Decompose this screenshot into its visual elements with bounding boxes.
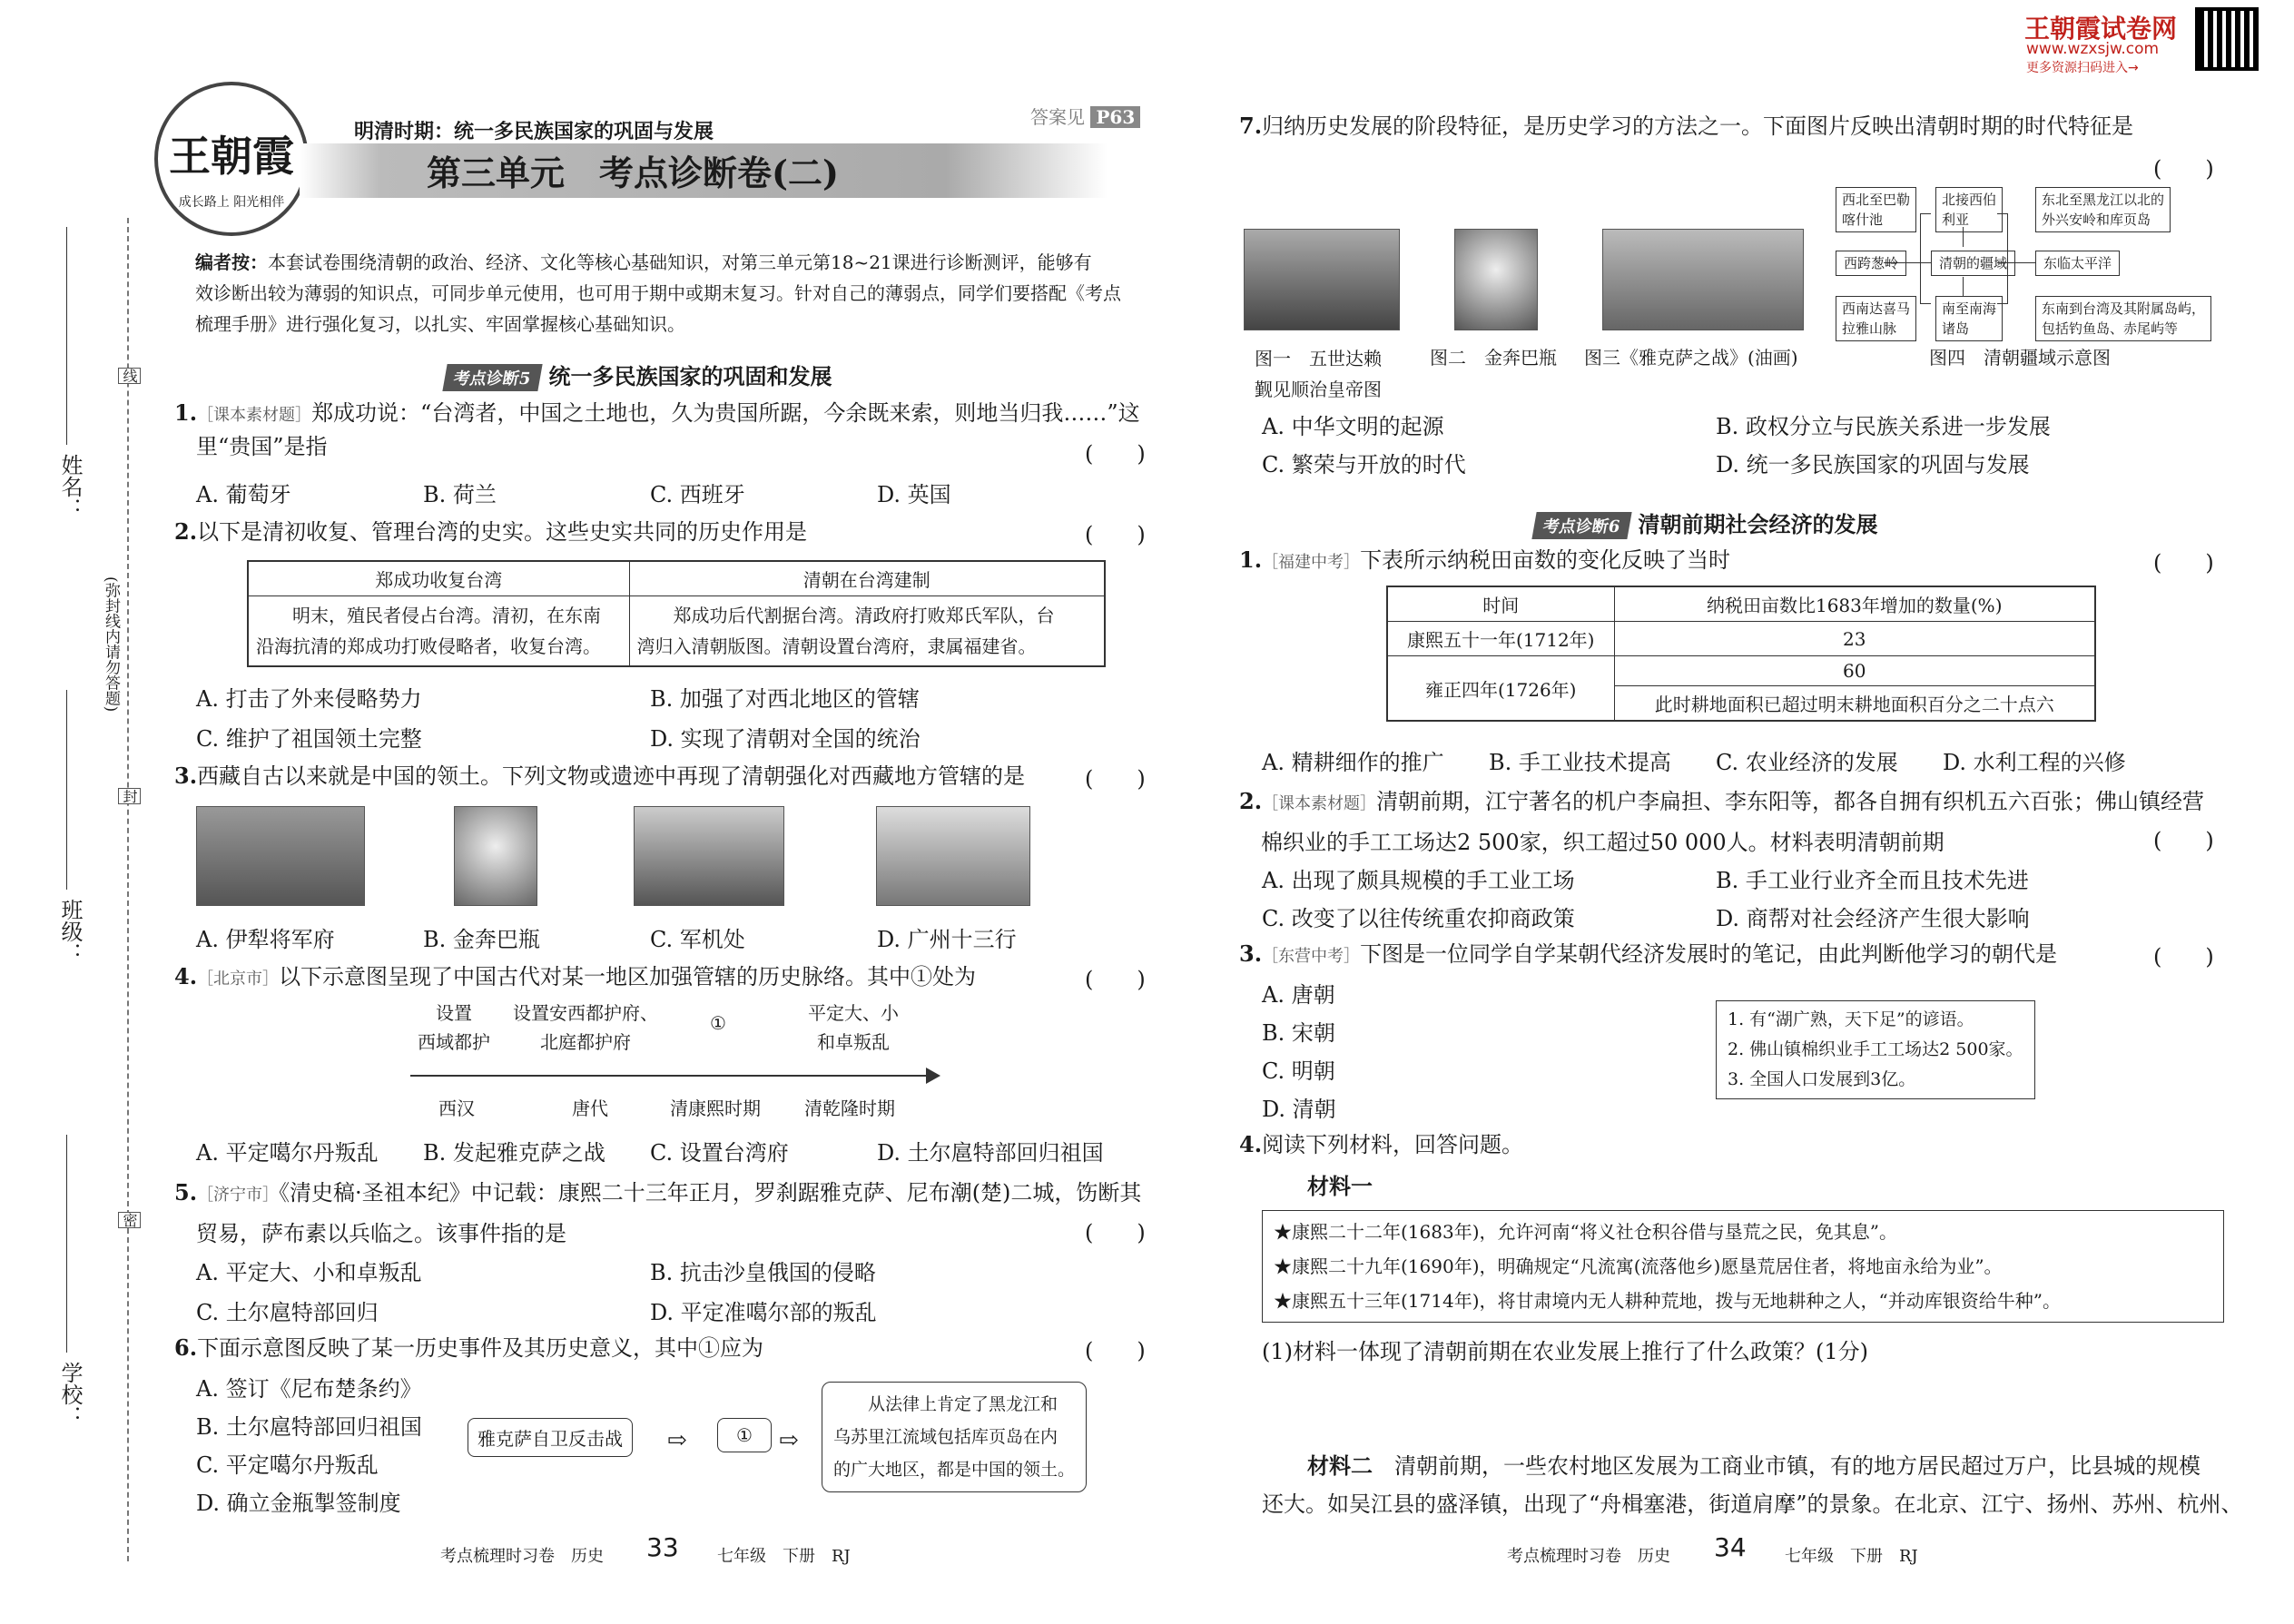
timeline-event: 平定大、小 和卓叛乱 bbox=[808, 1002, 899, 1053]
seal-mark: 封 bbox=[118, 788, 141, 804]
answer-page-badge: P63 bbox=[1090, 106, 1140, 128]
figure-caption: 图四 清朝疆域示意图 bbox=[1929, 347, 2111, 369]
option-a[interactable]: A. 唐朝 bbox=[1262, 982, 1335, 1008]
section-header: 考点诊断6 清朝前期社会经济的发展 bbox=[1534, 507, 1878, 539]
section-header: 考点诊断5 统一多民族国家的巩固和发展 bbox=[445, 359, 832, 391]
flow-box: 雅克萨自卫反击战 bbox=[468, 1418, 633, 1457]
option-d[interactable]: D. 水利工程的兴修 bbox=[1943, 750, 2126, 775]
footer-series: 考点梳理时习卷 历史 bbox=[1507, 1547, 1670, 1566]
flow-box: ① bbox=[717, 1418, 772, 1452]
option-c[interactable]: C. 土尔扈特部回归 bbox=[196, 1300, 379, 1325]
option-c[interactable]: C. 维护了祖国领土完整 bbox=[196, 726, 422, 752]
timeline-date: 清康熙时期 bbox=[670, 1097, 761, 1119]
name-label: 姓名： bbox=[57, 454, 83, 519]
answer-ref: 答案见 P63 bbox=[1030, 103, 1140, 129]
diagram-node: 东南到台湾及其附属岛屿， 包括钓鱼岛、赤尾屿等 bbox=[2035, 296, 2211, 341]
option-d[interactable]: D. 确立金瓶掣签制度 bbox=[196, 1491, 401, 1516]
photo-yili-general-mansion bbox=[196, 806, 365, 906]
timeline-event: ① bbox=[710, 1012, 726, 1034]
option-b[interactable]: B. 手工业行业齐全而且技术先进 bbox=[1716, 868, 2029, 893]
diagram-node: 东北至黑龙江以北的 外兴安岭和库页岛 bbox=[2035, 187, 2171, 232]
option-d[interactable]: D. 土尔扈特部回归祖国 bbox=[877, 1140, 1104, 1166]
option-a[interactable]: A. 平定大、小和卓叛乱 bbox=[196, 1260, 422, 1285]
question-p2: 2.［课本素材题］清朝前期，江宁著名的机户李扁担、李东阳等，都各自拥有织机五六百张；佛山镇经营 棉织业的手工工场达2 500家，织工超过50 000人。材料表明清朝前期 bbox=[1239, 788, 2205, 855]
option-d[interactable]: D. 统一多民族国家的巩固与发展 bbox=[1716, 452, 2030, 477]
option-a[interactable]: A. 出现了颇具规模的手工业工场 bbox=[1262, 868, 1575, 893]
option-a[interactable]: A. 中华文明的起源 bbox=[1262, 414, 1444, 439]
answer-blank[interactable]: ( ) bbox=[1085, 441, 1146, 467]
option-d[interactable]: D. 商帮对社会经济产生很大影响 bbox=[1716, 906, 2030, 931]
option-b[interactable]: B. 手工业技术提高 bbox=[1489, 750, 1671, 775]
answer-area[interactable] bbox=[1262, 1371, 2224, 1443]
timeline-axis bbox=[410, 1075, 932, 1077]
option-b[interactable]: B. 加强了对西北地区的管辖 bbox=[650, 686, 920, 712]
timeline-date: 西汉 bbox=[438, 1097, 475, 1119]
option-a[interactable]: A. 葡萄牙 bbox=[196, 482, 291, 507]
timeline-date: 清乾隆时期 bbox=[804, 1097, 895, 1119]
school-label: 学校： bbox=[57, 1362, 83, 1427]
option-a[interactable]: A. 伊犁将军府 bbox=[196, 927, 335, 952]
timeline-arrow-icon bbox=[926, 1068, 940, 1084]
qr-code-icon[interactable] bbox=[2195, 7, 2259, 71]
question-p1: 1.［福建中考］下表所示纳税田亩数的变化反映了当时 bbox=[1239, 546, 1731, 573]
option-b[interactable]: B. 抗击沙皇俄国的侵略 bbox=[650, 1260, 876, 1285]
answer-blank[interactable]: ( ) bbox=[1085, 766, 1146, 792]
question-1: 1.［课本素材题］郑成功说：“台湾者，中国之土地也，久为贵国所踞，今余既来索，则地当归我……”这 里“贵国”是指 bbox=[174, 399, 1140, 459]
diagram-node: 西跨葱岭 bbox=[1836, 251, 1906, 276]
answer-blank[interactable]: ( ) bbox=[2153, 944, 2214, 969]
watermark-brand: 王朝霞试卷网 bbox=[2024, 14, 2178, 44]
photo-golden-urn bbox=[454, 806, 537, 906]
class-label: 班级： bbox=[57, 899, 83, 964]
page-title: 第三单元 考点诊断卷(二) bbox=[427, 153, 839, 193]
footer-series: 考点梳理时习卷 历史 bbox=[440, 1547, 604, 1566]
diagram-node: 西南达喜马 拉雅山脉 bbox=[1836, 296, 1916, 341]
editor-note: 编者按：本套试卷围绕清朝的政治、经济、文化等核心基础知识，对第三单元第18~21课进行诊断测评，能够有 效诊断出较为薄弱的知识点，可同步单元使用，也可用于期中或期末复习。针对自己的薄弱点，同学们要搭配《考点 梳理手册》进行强化复习，以扎实、牢固掌握核心基础知识。 bbox=[195, 251, 1121, 335]
option-b[interactable]: B. 宋朝 bbox=[1262, 1020, 1335, 1046]
option-c[interactable]: C. 平定噶尔丹叛乱 bbox=[196, 1452, 379, 1478]
q2-table: 郑成功收复台湾 清朝在台湾建制 明末，殖民者侵占台湾。清初，在东南 沿海抗清的郑成功打败侵略者，收复台湾。 郑成功后代割据台湾。清政府打败郑氏军队，台 湾归入清朝版图。清朝设置台湾府，隶属福建省。 bbox=[247, 560, 1106, 667]
option-c[interactable]: C. 军机处 bbox=[650, 927, 745, 952]
header-subtitle: 明清时期：统一多民族国家的巩固与发展 bbox=[354, 120, 714, 143]
diagram-line bbox=[1920, 213, 1931, 304]
answer-blank[interactable]: ( ) bbox=[1085, 522, 1146, 547]
option-c[interactable]: C. 繁荣与开放的时代 bbox=[1262, 452, 1466, 477]
diagram-line bbox=[1963, 277, 1964, 297]
option-a[interactable]: A. 签订《尼布楚条约》 bbox=[196, 1376, 422, 1402]
option-b[interactable]: B. 荷兰 bbox=[423, 482, 497, 507]
option-d[interactable]: D. 平定准噶尔部的叛乱 bbox=[650, 1300, 877, 1325]
option-c[interactable]: C. 设置台湾府 bbox=[650, 1140, 789, 1166]
option-c[interactable]: C. 农业经济的发展 bbox=[1716, 750, 1898, 775]
option-d[interactable]: D. 英国 bbox=[877, 482, 951, 507]
figure-caption: 图二 金奔巴瓶 bbox=[1430, 347, 1557, 369]
diagram-node: 北接西伯 利亚 bbox=[1935, 187, 2003, 232]
binding-line bbox=[127, 218, 129, 1561]
answer-blank[interactable]: ( ) bbox=[1085, 967, 1146, 992]
class-line[interactable] bbox=[66, 690, 67, 890]
option-c[interactable]: C. 西班牙 bbox=[650, 482, 745, 507]
option-c[interactable]: C. 明朝 bbox=[1262, 1058, 1335, 1084]
flow-arrow-icon: ⇨ bbox=[779, 1427, 799, 1454]
diagram-center: 清朝的疆域 bbox=[1931, 251, 2015, 276]
question-3: 3.西藏自古以来就是中国的领土。下列文物或遗迹中再现了清朝强化对西藏地方管辖的是 bbox=[174, 763, 1026, 789]
answer-blank[interactable]: ( ) bbox=[2153, 550, 2214, 576]
sub-question: (1)材料一体现了清朝前期在农业发展上推行了什么政策？(1分) bbox=[1262, 1339, 1868, 1364]
answer-blank[interactable]: ( ) bbox=[1085, 1338, 1146, 1363]
question-7: 7.归纳历史发展的阶段特征，是历史学习的方法之一。下面图片反映出清朝时期的时代特征是 bbox=[1239, 113, 2134, 139]
option-a[interactable]: A. 精耕细作的推广 bbox=[1262, 750, 1444, 775]
photo-grand-council bbox=[634, 806, 784, 906]
seal-warning: (弥封线内请勿答题) bbox=[100, 576, 123, 712]
option-b[interactable]: B. 政权分立与民族关系进一步发展 bbox=[1716, 414, 2051, 439]
option-a[interactable]: A. 平定噶尔丹叛乱 bbox=[196, 1140, 379, 1166]
flow-arrow-icon: ⇨ bbox=[667, 1427, 687, 1454]
page-number: 33 bbox=[646, 1532, 679, 1562]
timeline-event: 设置 西域都护 bbox=[418, 1002, 490, 1053]
figure-caption: 图三《雅克萨之战》(油画) bbox=[1584, 347, 1798, 369]
timeline-event: 设置安西都护府、 北庭都护府 bbox=[513, 1002, 658, 1053]
figure-dalai-lama-painting bbox=[1244, 229, 1400, 330]
seal-mark: 密 bbox=[118, 1212, 141, 1228]
option-a[interactable]: A. 打击了外来侵略势力 bbox=[196, 686, 422, 712]
seal-mark: 线 bbox=[118, 368, 141, 384]
diagram-node: 东临太平洋 bbox=[2035, 251, 2120, 276]
option-d[interactable]: D. 实现了清朝对全国的统治 bbox=[650, 726, 921, 752]
question-5: 5.［济宁市］《清史稿·圣祖本纪》中记载：康熙二十三年正月，罗刹踞雅克萨、尼布潮(楚)二城，饬断其 贸易，萨布素以兵临之。该事件指的是 bbox=[174, 1179, 1142, 1246]
school-line[interactable] bbox=[66, 1135, 67, 1353]
logo-badge bbox=[154, 82, 309, 236]
option-d[interactable]: D. 清朝 bbox=[1262, 1097, 1336, 1122]
figure-yaksa-battle-painting bbox=[1602, 229, 1804, 330]
watermark-url: www.wzxsjw.com bbox=[2026, 40, 2160, 58]
option-d[interactable]: D. 广州十三行 bbox=[877, 927, 1017, 952]
question-p4: 4.阅读下列材料，回答问题。 bbox=[1239, 1131, 1524, 1157]
question-6: 6.下面示意图反映了某一历史事件及其历史意义，其中①应为 bbox=[174, 1334, 764, 1361]
answer-blank[interactable]: ( ) bbox=[1085, 1220, 1146, 1245]
question-2: 2.以下是清初收复、管理台湾的史实。这些史实共同的历史作用是 bbox=[174, 518, 808, 545]
name-line[interactable] bbox=[66, 227, 67, 445]
photo-thirteen-hongs bbox=[876, 806, 1030, 906]
material-2: 材料二 清朝前期，一些农村地区发展为工商业市镇，有的地方居民超过万户，比县城的规模 还大。如吴江县的盛泽镇，出现了“舟楫塞港，街道肩摩”的景象。在北京、江宁、扬州、苏州、杭州、 bbox=[1262, 1452, 2243, 1517]
material-1-box: ★康熙二十二年(1683年)，允许河南“将义社仓积谷借与垦荒之民，免其息”。 ★康熙二十九年(1690年)，明确规定“凡流寓(流落他乡)愿垦荒居住者，将地亩永给为业”。 ★康熙五十三年(1714年)，将甘肃境内无人耕种荒地，拨与无地耕种之人，“并动库银资给牛种”。 bbox=[1262, 1210, 2224, 1323]
answer-blank[interactable]: ( ) bbox=[2153, 156, 2214, 182]
option-b[interactable]: B. 金奔巴瓶 bbox=[423, 927, 540, 952]
footer-grade: 七年级 下册 RJ bbox=[1785, 1547, 1918, 1566]
timeline-date: 唐代 bbox=[572, 1097, 608, 1119]
material-label: 材料一 bbox=[1307, 1173, 1373, 1199]
logo-text: 王朝霞 bbox=[169, 132, 294, 181]
footer-grade: 七年级 下册 RJ bbox=[717, 1547, 851, 1566]
study-notes: 1. 有“湖广熟，天下足”的谚语。 2. 佛山镇棉织业手工工场达2 500家。 3. 全国人口发展到3亿。 bbox=[1716, 1000, 2035, 1099]
answer-blank[interactable]: ( ) bbox=[2153, 828, 2214, 853]
watermark-tip: 更多资源扫码进入→ bbox=[2026, 61, 2139, 75]
page-number: 34 bbox=[1714, 1532, 1747, 1562]
question-p3: 3.［东营中考］下图是一位同学自学某朝代经济发展时的笔记，由此判断他学习的朝代是 bbox=[1239, 940, 2058, 967]
diagram-node: 南至南海 诸岛 bbox=[1935, 296, 2003, 341]
flow-box: 从法律上肯定了黑龙江和 乌苏里江流域包括库页岛在内 的广大地区，都是中国的领土。 bbox=[822, 1382, 1087, 1492]
option-c[interactable]: C. 改变了以往传统重农抑商政策 bbox=[1262, 906, 1575, 931]
p1-table: 时间 纳税田亩数比1683年增加的数量(%) 康熙五十一年(1712年) 23 雍正四年(1726年) 60 此时耕地面积已超过明末耕地面积百分之二十点六 bbox=[1386, 586, 2096, 722]
option-b[interactable]: B. 发起雅克萨之战 bbox=[423, 1140, 605, 1166]
logo-slogan: 成长路上 阳光相伴 bbox=[178, 195, 285, 210]
diagram-node: 西北至巴勒 喀什池 bbox=[1836, 187, 1916, 232]
question-4: 4.［北京市］以下示意图呈现了中国古代对某一地区加强管辖的历史脉络。其中①处为 bbox=[174, 963, 977, 989]
figure-golden-urn bbox=[1454, 229, 1538, 330]
figure-caption: 图一 五世达赖 觐见顺治皇帝图 bbox=[1255, 348, 1382, 400]
option-b[interactable]: B. 土尔扈特部回归祖国 bbox=[196, 1414, 422, 1440]
